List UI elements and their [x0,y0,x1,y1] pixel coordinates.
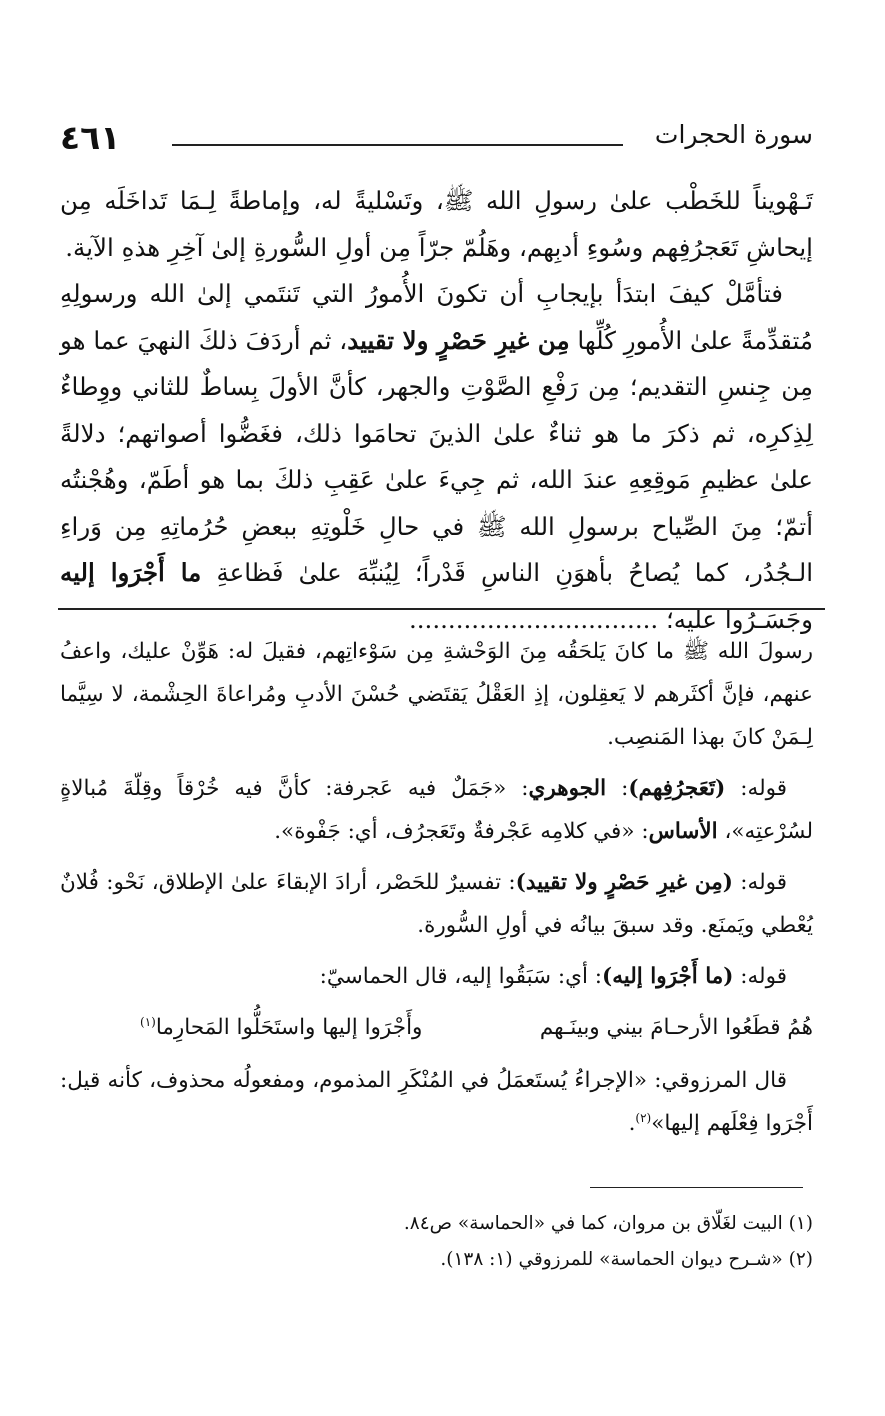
main-text-span: فتأمَّلْ كيفَ ابتدَأ بإيجابِ أن تكونَ الأُمورُ التي تَنتَمي إلىٰ الله ورسولِهِ مُتقدِّمةً علىٰ الأُمورِ كُلِّها [60,279,814,355]
main-paragraph-2 [60,271,813,643]
continuation-dots: ................................ [408,604,659,634]
text-span: : «في كلامِه عَجْرفةٌ وتَعَجرُف، أي: جَفْوة». [274,819,649,844]
text-span: قال المرزوقي: «الإجراءُ يُستَعمَلُ في المُنْكَرِ المذموم، ومفعولُه محذوف، كأنه قيل: أَجْرَوا فِعْلَهم إليها» [60,1068,813,1136]
text-span: وأَجْرَوا إليها واستَحَلُّوا المَحارِما [155,1015,423,1040]
footnote-1: (١) البيت لغَلّاق بن مروان، كما في «الحماسة» ص٨٤. [403,1213,813,1234]
text-span: : [606,776,629,801]
commentary [60,630,813,1153]
commentary-paragraph-1: رسولَ الله ﷺ ما كانَ يَلحَقُه مِنَ الوَحْشةِ مِن سَوْءاتِهم، فقيلَ له: هَوِّنْ عليك، واعفُ عنهم، فإنَّ أكثَرهم لا يَعقِلون، إذِ العَقْلُ يَقتَضي حُسْنَ الأدبِ ومُراعاةَ الحِشْمة، لا سِيَّما لِـمَنْ كانَ بهذا المَنصِب. [60,639,813,750]
text-span: : تفسيرٌ للحَصْر، أرادَ الإبقاءَ علىٰ الإطلاق، نَحْو: فُلانٌ يُعْطي ويَمنَع. وقد سبقَ بيانُه في أولِ السُّورة. [60,870,813,938]
quoted-phrase: مِن غيرِ حَصْرٍ ولا تقييد [347,325,570,355]
verse-first-hemistich: هُمُ قطَعُوا الأرحـامَ بيني وبينَـهم [539,1015,813,1040]
quoted-phrase: ما أَجْرَوا إليه [60,558,202,587]
footnotes [60,1206,813,1278]
commentary-divider [58,608,825,610]
lemma: (مِن غيرِ حَصْرٍ ولا تقييد) [515,870,733,895]
text-span: قوله: [732,870,788,895]
text-span: : أي: سَبَقُوا إليه، قال الحماسيّ: [319,964,603,989]
commentary-paragraph-2 [60,767,813,853]
main-paragraph-1: تَـهْويناً للخَطْب علىٰ رسولِ الله ﷺ، وتَسْليةً له، وإماطةً لِـمَا تَداخَلَه مِن إيحاشِ تَعَجرُفِهم وسُوءِ أدبِهم، وهَلُمّ جرّاً مِن أولِ السُّورةِ إلىٰ آخِرِ هذهِ الآية. [60,186,813,262]
footnote-ref: (٢) [635,1110,652,1125]
commentary-paragraph-3 [60,861,813,947]
surah-title: سورة الحجرات [654,120,813,149]
text-span: . [628,1111,636,1136]
main-text-span: ، ثم أردَفَ ذلكَ النهيَ عما هو مِن جِنسِ التقديم؛ مِن رَفْعِ الصَّوْتِ والجهر، كأنَّ الأولَ بِساطٌ للثاني ووِطاءٌ لِذِكرِه، ثم ذكرَ ما هو ثناءٌ علىٰ الذينَ تحامَوا ذلك، فغَضُّوا أصواتهم؛ دلالةً علىٰ عظيمِ مَوقِعِهِ عندَ الله، ثم جِيءَ علىٰ عَقِبِ ذلكَ بما هو أطَمّ، وهُجْنتُه أتمّ؛ مِنَ الصِّياح برسولِ الله ﷺ في حالِ خَلْوتِهِ ببعضِ حُرُماتِهِ مِن وَراءِ الـجُدُر، كما يُصاحُ بأهوَنِ الناسِ قَدْراً؛ لِيُنبِّهَ علىٰ فَظاعةِ [60,325,814,587]
commentary-paragraph-4 [60,955,813,998]
header-rule [172,144,623,146]
footnote-divider [590,1187,803,1188]
text-span: قوله: [733,964,787,989]
page-header [60,118,813,168]
poetry-verse [60,1006,813,1049]
source-name: الأساس [648,819,718,844]
main-text-span: وجَسَـرُوا عليه؛ [666,604,813,634]
page-number: ٤٦١ [60,118,121,157]
text-span: : «جَمَلٌ فيه عَجرفة: كأنَّ فيه خُرْقاً وقِلّةَ مُبالاةٍ لسُرْعتِه»، [60,776,813,844]
text-span: قوله: [725,776,788,801]
source-name: الجوهري [528,776,607,801]
footnote-ref: (١) [140,1014,156,1029]
verse-second-hemistich [140,1006,422,1049]
main-text [60,178,813,643]
commentary-paragraph-5 [60,1059,813,1145]
lemma: (تَعَجرُفِهم) [628,776,726,801]
footnote-2: (٢) «شـرح ديوان الحماسة» للمرزوقي (١: ١٣٨). [440,1249,813,1270]
lemma: (ما أَجْرَوا إليه) [602,964,734,989]
